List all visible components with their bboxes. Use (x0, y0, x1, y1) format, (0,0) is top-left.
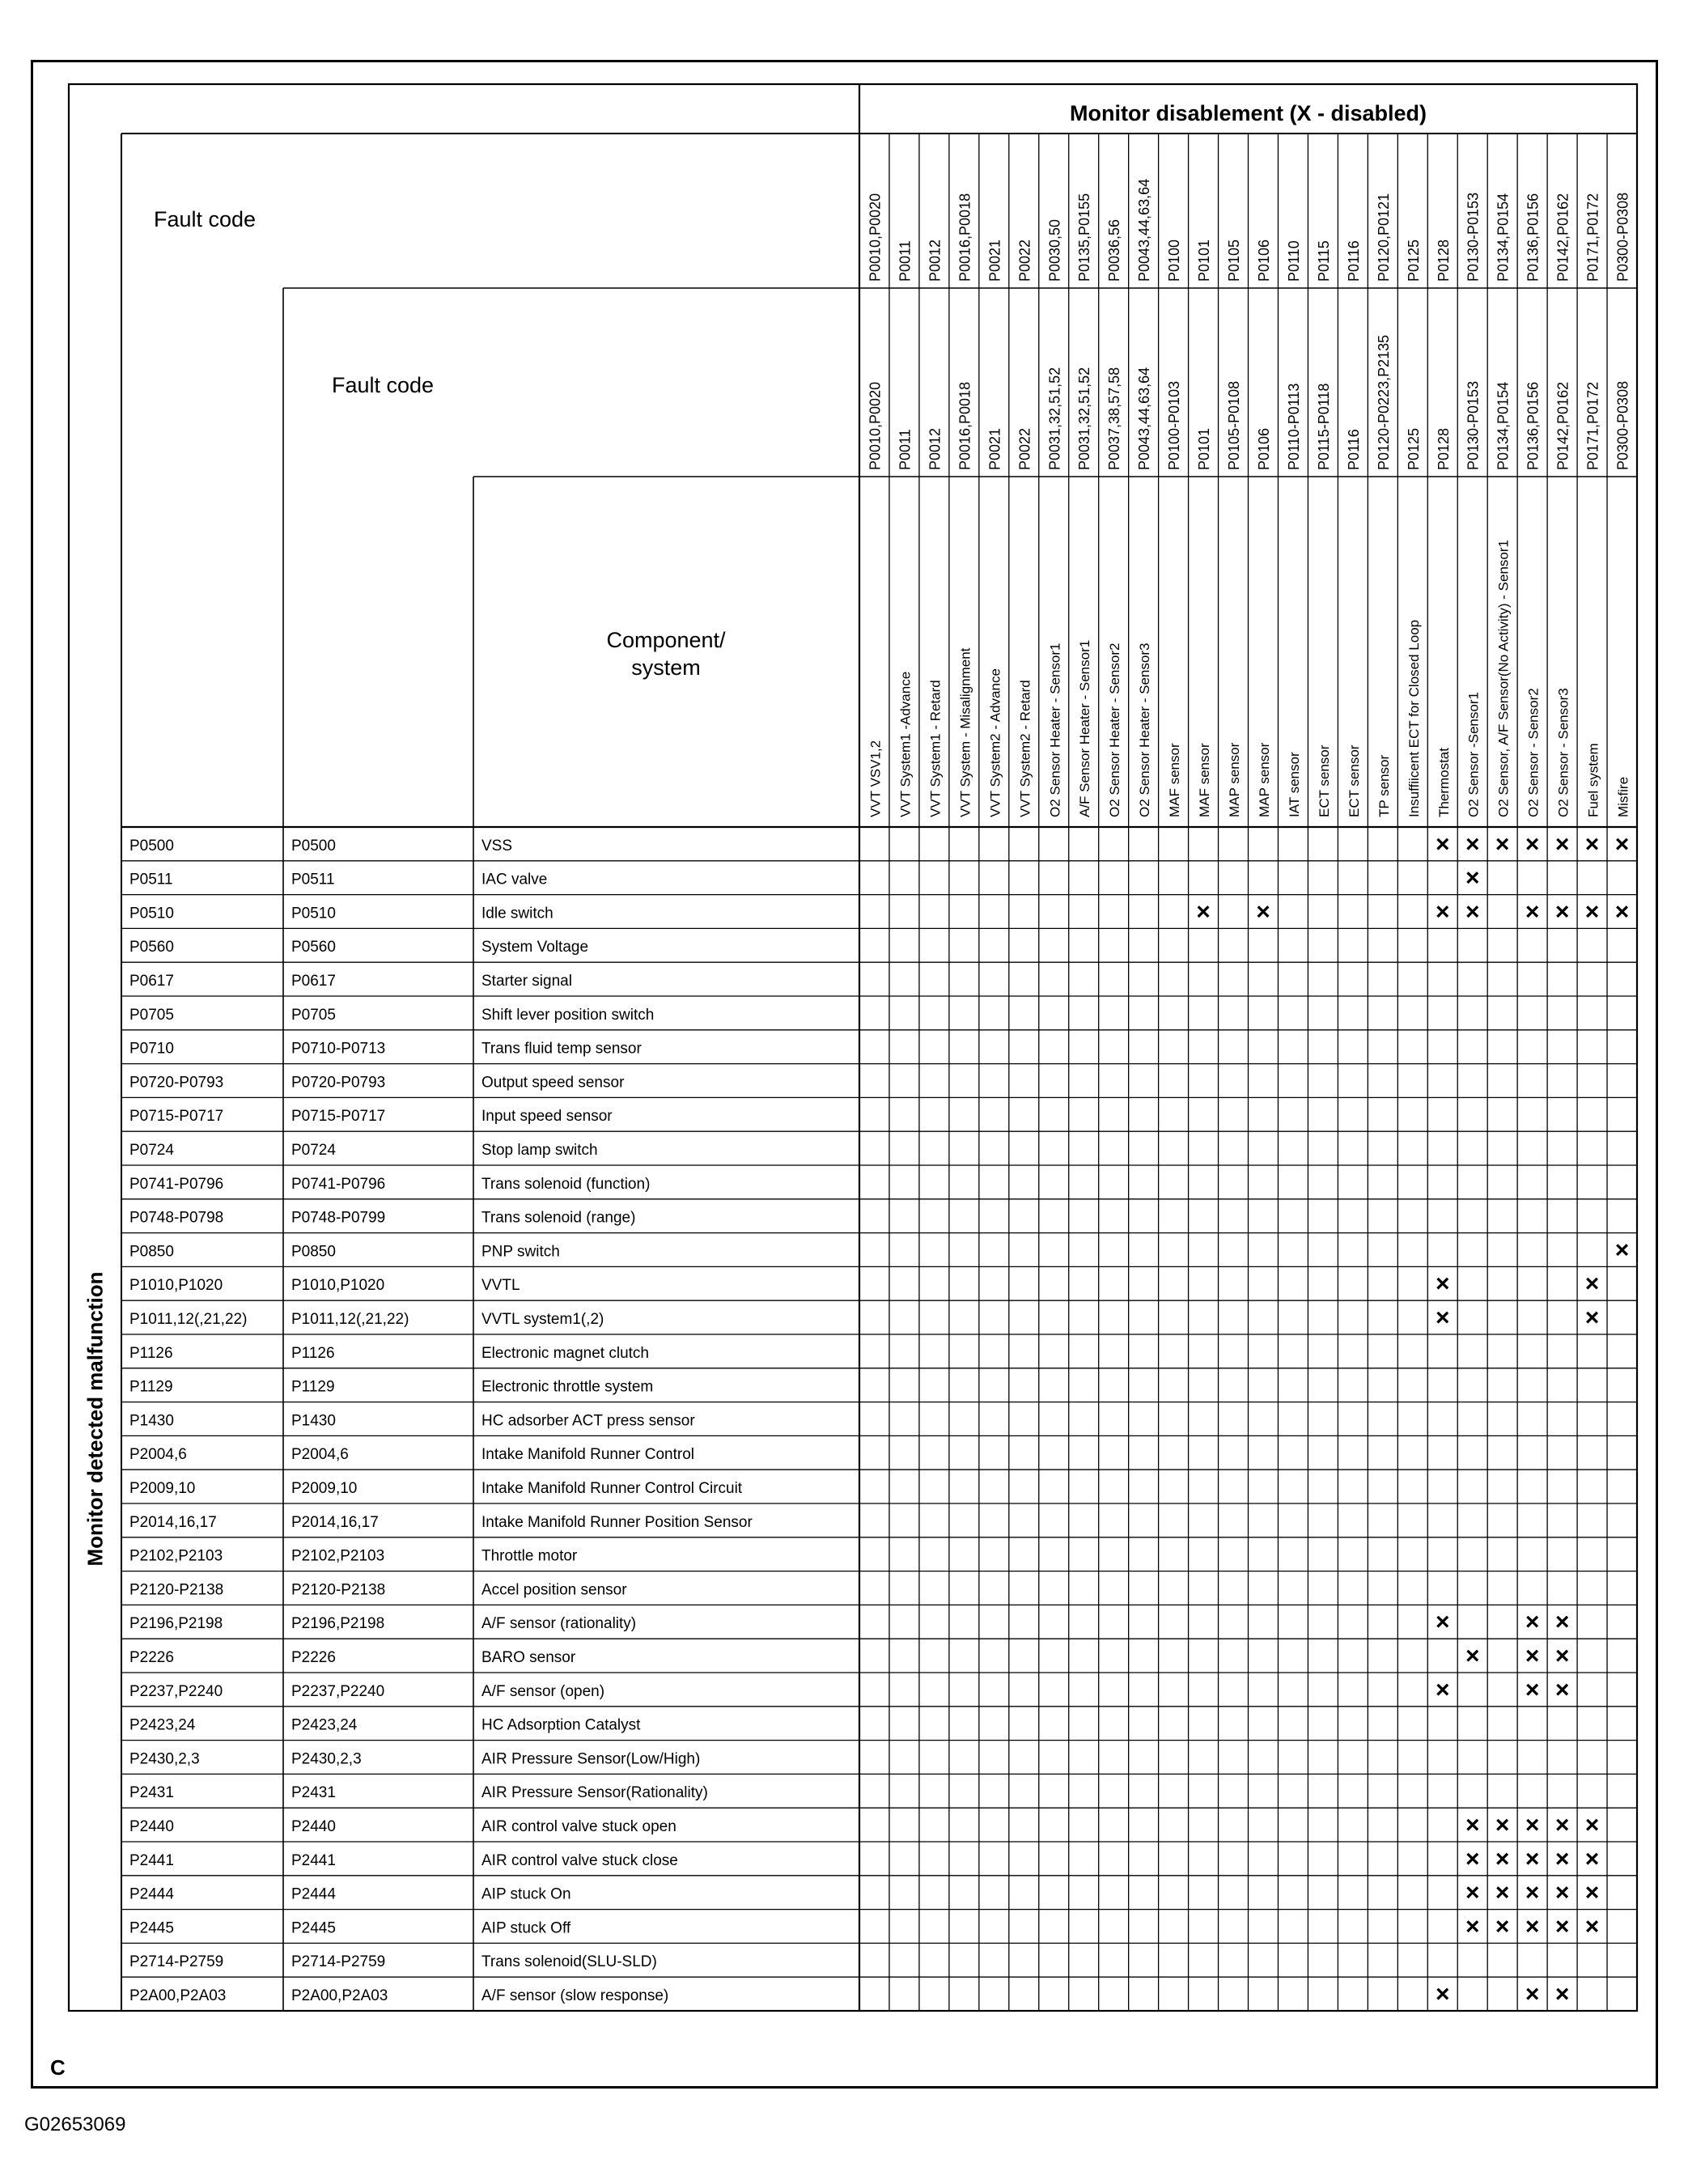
monitor-name-label: VVT System1 -Advance (897, 671, 914, 817)
row-fault-code-2: P1010,P1020 (291, 1277, 385, 1295)
row-component: Electronic magnet clutch (481, 1344, 649, 1362)
monitor-code2-label: P0136,P0156 (1525, 381, 1542, 470)
row-fault-code-1: P1010,P1020 (129, 1277, 223, 1295)
monitor-name-label: VVT VSV1,2 (867, 740, 884, 817)
row-fault-code-2: P0720-P0793 (291, 1074, 386, 1092)
monitor-code1-label: P0120,P0121 (1375, 193, 1392, 282)
row-fault-code-2: P2120-P2138 (291, 1581, 386, 1599)
row-component: Intake Manifold Runner Control (481, 1446, 694, 1464)
monitor-code1-label: P0300-P0308 (1614, 192, 1631, 282)
row-fault-code-2: P2196,P2198 (291, 1615, 385, 1633)
disabled-mark: × (1614, 1236, 1630, 1264)
monitor-code2-label: P0105-P0108 (1226, 380, 1243, 470)
monitor-name-label: IAT sensor (1286, 752, 1302, 817)
monitor-code2-label: P0300-P0308 (1614, 380, 1631, 470)
row-fault-code-1: P2445 (129, 1919, 174, 1937)
row-fault-code-1: P1129 (129, 1378, 173, 1396)
disabled-mark: × (1525, 898, 1540, 926)
row-component: Intake Manifold Runner Control Circuit (481, 1480, 743, 1497)
row-component: Trans solenoid (range) (481, 1209, 636, 1227)
row-fault-code-2: P1011,12(,21,22) (291, 1311, 409, 1328)
monitor-name-label: MAP sensor (1256, 742, 1272, 817)
row-component: Trans fluid temp sensor (481, 1040, 642, 1058)
monitor-code1-label: P0043,44,63,64 (1136, 178, 1153, 282)
disabled-mark: × (1465, 898, 1480, 926)
row-fault-code-2: P1129 (291, 1378, 335, 1396)
monitor-code2-label: P0101 (1196, 427, 1213, 470)
monitor-code1-label: P0116 (1345, 240, 1362, 282)
monitor-code1-label: P0105 (1226, 239, 1243, 282)
row-component: HC Adsorption Catalyst (481, 1716, 641, 1734)
monitor-code1-label: P0134,P0154 (1495, 193, 1512, 282)
disabled-mark: × (1525, 1981, 1540, 2008)
monitor-code1-label: P0136,P0156 (1525, 193, 1542, 282)
row-component: BARO sensor (481, 1649, 576, 1666)
monitor-name-label: O2 Sensor - Sensor2 (1525, 688, 1542, 817)
row-fault-code-1: P1011,12(,21,22) (129, 1311, 248, 1328)
disabled-mark: × (1435, 1304, 1450, 1331)
disabled-mark: × (1465, 864, 1480, 892)
disabled-mark: × (1525, 1845, 1540, 1872)
monitor-name-label: O2 Sensor Heater - Sensor3 (1137, 642, 1153, 817)
disabled-mark: × (1495, 1913, 1510, 1940)
row-fault-code-2: P2445 (291, 1919, 336, 1937)
disabled-mark: × (1465, 1812, 1480, 1838)
disabled-mark: × (1584, 1270, 1600, 1298)
row-fault-code-1: P2102,P2103 (129, 1547, 223, 1565)
disabled-mark: × (1584, 830, 1600, 858)
disabled-mark: × (1435, 898, 1450, 926)
monitor-name-label: VVT System - Misalignment (957, 647, 973, 817)
row-fault-code-1: P2004,6 (129, 1446, 187, 1464)
monitor-code1-label: P0130-P0153 (1465, 192, 1482, 282)
disabled-mark: × (1525, 1676, 1540, 1703)
row-fault-code-1: P0748-P0798 (129, 1209, 224, 1227)
disabled-mark: × (1435, 1270, 1450, 1298)
disabled-mark: × (1525, 1643, 1540, 1669)
row-fault-code-2: P1126 (291, 1344, 335, 1362)
disabled-mark: × (1584, 898, 1600, 926)
row-fault-code-2: P2004,6 (291, 1446, 349, 1464)
disabled-mark: × (1584, 1879, 1600, 1906)
row-fault-code-1: P2009,10 (129, 1480, 196, 1497)
disabled-mark: × (1584, 1304, 1600, 1331)
row-fault-code-1: P0710 (129, 1040, 174, 1058)
row-fault-code-1: P1126 (129, 1344, 173, 1362)
monitor-code2-label: P0100-P0103 (1166, 380, 1183, 470)
row-component: AIP stuck On (481, 1885, 571, 1903)
disabled-mark: × (1495, 1812, 1510, 1838)
monitor-name-label: ECT sensor (1346, 744, 1362, 817)
row-fault-code-1: P0715-P0717 (129, 1108, 224, 1126)
disabled-mark: × (1614, 830, 1630, 858)
monitor-code2-label: P0021 (986, 427, 1003, 470)
row-component: AIR control valve stuck close (481, 1851, 678, 1869)
row-component: Trans solenoid(SLU-SLD) (481, 1953, 657, 1971)
disabled-mark: × (1554, 1609, 1570, 1636)
monitor-code2-label: P0134,P0154 (1495, 381, 1512, 470)
monitor-code2-label: P0125 (1405, 427, 1422, 470)
monitor-code1-label: P0100 (1166, 239, 1183, 282)
row-fault-code-2: P2A00,P2A03 (291, 1987, 388, 2004)
fault-code-header-2: Fault code (332, 373, 435, 397)
row-component: PNP switch (481, 1243, 560, 1261)
monitor-code2-label: P0128 (1435, 427, 1452, 470)
row-fault-code-2: P0560 (291, 939, 336, 956)
disabled-mark: × (1495, 830, 1510, 858)
row-fault-code-1: P2431 (129, 1784, 174, 1802)
disabled-mark: × (1495, 1845, 1510, 1872)
row-fault-code-1: P2014,16,17 (129, 1513, 217, 1531)
disabled-mark: × (1554, 1879, 1570, 1906)
row-fault-code-2: P0510 (291, 905, 336, 922)
row-component: IAC valve (481, 871, 548, 888)
monitor-name-label: Fuel system (1585, 743, 1601, 817)
row-fault-code-2: P0511 (291, 871, 335, 888)
monitor-code2-label: P0031,32,51,52 (1076, 367, 1093, 470)
disabled-mark: × (1554, 1643, 1570, 1669)
row-fault-code-2: P2102,P2103 (291, 1547, 385, 1565)
monitor-code1-label: P0142,P0162 (1554, 193, 1571, 282)
disabled-mark: × (1554, 830, 1570, 858)
row-fault-code-1: P0850 (129, 1243, 174, 1261)
fault-code-header-1: Fault code (154, 207, 257, 231)
row-component: System Voltage (481, 939, 589, 956)
row-component: Intake Manifold Runner Position Sensor (481, 1513, 753, 1531)
monitor-code1-label: P0010,P0020 (867, 193, 884, 282)
row-component: AIR Pressure Sensor(Low/High) (481, 1750, 701, 1768)
row-component: Throttle motor (481, 1547, 578, 1565)
row-component: AIR Pressure Sensor(Rationality) (481, 1784, 708, 1802)
monitor-code2-label: P0120-P0223,P2135 (1375, 334, 1392, 470)
row-fault-code-1: P2120-P2138 (129, 1581, 224, 1599)
monitor-name-label: VVT System1 - Retard (927, 680, 944, 817)
row-fault-code-2: P2430,2,3 (291, 1750, 362, 1768)
monitor-code2-label: P0010,P0020 (867, 381, 884, 470)
monitor-code1-label: P0036,56 (1106, 218, 1123, 282)
component-header: Component/ (606, 628, 726, 652)
row-fault-code-1: P0741-P0796 (129, 1175, 224, 1193)
row-fault-code-1: P2430,2,3 (129, 1750, 200, 1768)
monitor-name-label: Misfire (1615, 776, 1631, 817)
disabled-mark: × (1554, 1913, 1570, 1940)
disabled-mark: × (1435, 1676, 1450, 1703)
component-header: system (631, 655, 701, 680)
disabled-mark: × (1525, 1879, 1540, 1906)
monitor-code2-label: P0037,38,57,58 (1106, 367, 1123, 470)
row-fault-code-1: P2714-P2759 (129, 1953, 224, 1971)
monitor-code2-label: P0130-P0153 (1465, 380, 1482, 470)
monitor-code2-label: P0115-P0118 (1315, 383, 1332, 470)
row-fault-code-2: P0705 (291, 1006, 336, 1024)
row-fault-code-2: P0500 (291, 837, 336, 855)
monitor-name-label: A/F Sensor Heater - Sensor1 (1077, 639, 1093, 817)
row-fault-code-2: P2440 (291, 1818, 336, 1835)
monitor-code1-label: P0012 (927, 239, 944, 282)
monitor-code1-label: P0106 (1255, 239, 1272, 282)
row-fault-code-1: P0720-P0793 (129, 1074, 224, 1092)
row-fault-code-1: P0724 (129, 1142, 174, 1159)
row-component: Output speed sensor (481, 1074, 625, 1092)
monitor-name-label: MAP sensor (1227, 742, 1243, 817)
row-fault-code-1: P2226 (129, 1649, 174, 1666)
row-fault-code-1: P0510 (129, 905, 174, 922)
monitor-code1-label: P0030,50 (1046, 218, 1063, 282)
row-fault-code-2: P2423,24 (291, 1716, 358, 1734)
row-component: Accel position sensor (481, 1581, 627, 1599)
corner-letter: C (50, 2055, 66, 2080)
disabled-mark: × (1465, 1643, 1480, 1669)
figure-id: G02653069 (24, 2114, 126, 2135)
disabled-mark: × (1196, 898, 1211, 926)
disabled-mark: × (1584, 1845, 1600, 1872)
monitor-code1-label: P0016,P0018 (956, 193, 973, 282)
monitor-name-label: VVT System2 - Retard (1017, 680, 1033, 817)
side-label: Monitor detected malfunction (83, 1271, 108, 1567)
disabled-mark: × (1554, 1812, 1570, 1838)
row-fault-code-2: P0715-P0717 (291, 1108, 386, 1126)
monitor-code2-label: P0171,P0172 (1584, 381, 1601, 470)
row-component: VVTL system1(,2) (481, 1311, 604, 1328)
disabled-mark: × (1584, 1812, 1600, 1838)
row-fault-code-2: P2226 (291, 1649, 336, 1666)
row-fault-code-1: P0560 (129, 939, 174, 956)
disabled-mark: × (1554, 1981, 1570, 2008)
monitor-name-label: O2 Sensor - Sensor3 (1555, 688, 1571, 817)
monitor-name-label: Thermostat (1436, 748, 1452, 817)
row-component: Trans solenoid (function) (481, 1175, 651, 1193)
monitor-code2-label: P0011 (897, 429, 914, 470)
monitor-code1-label: P0021 (986, 239, 1003, 282)
monitor-code1-label: P0125 (1405, 239, 1422, 282)
disabled-mark: × (1584, 1913, 1600, 1940)
monitor-code2-label: P0142,P0162 (1554, 381, 1571, 470)
disabled-mark: × (1465, 830, 1480, 858)
disabled-mark: × (1495, 1879, 1510, 1906)
table-title: Monitor disablement (X - disabled) (1069, 101, 1427, 125)
disabled-mark: × (1465, 1845, 1480, 1872)
row-fault-code-1: P2441 (129, 1851, 174, 1869)
monitor-code2-label: P0106 (1255, 427, 1272, 470)
disabled-mark: × (1435, 830, 1450, 858)
row-fault-code-2: P2014,16,17 (291, 1513, 379, 1531)
monitor-code2-label: P0116 (1345, 429, 1362, 470)
row-fault-code-1: P0500 (129, 837, 174, 855)
disabled-mark: × (1525, 830, 1540, 858)
row-component: Input speed sensor (481, 1108, 613, 1126)
monitor-name-label: ECT sensor (1316, 744, 1332, 817)
row-component: VSS (481, 837, 513, 855)
row-fault-code-1: P2237,P2240 (129, 1682, 223, 1700)
row-component: Starter signal (481, 973, 572, 990)
disabled-mark: × (1554, 898, 1570, 926)
row-component: Electronic throttle system (481, 1378, 654, 1396)
monitor-code2-label: P0016,P0018 (956, 381, 973, 470)
disabled-mark: × (1435, 1609, 1450, 1636)
row-component: VVTL (481, 1277, 520, 1295)
disabled-mark: × (1525, 1812, 1540, 1838)
monitor-code2-label: P0031,32,51,52 (1046, 367, 1063, 470)
row-fault-code-2: P0710-P0713 (291, 1040, 386, 1058)
monitor-name-label: VVT System2 - Advance (987, 668, 1003, 817)
row-component: Idle switch (481, 905, 553, 922)
row-component: AIR control valve stuck open (481, 1818, 676, 1835)
disabled-mark: × (1554, 1676, 1570, 1703)
monitor-code1-label: P0135,P0155 (1076, 193, 1093, 282)
row-fault-code-1: P2423,24 (129, 1716, 196, 1734)
row-component: A/F sensor (slow response) (481, 1987, 669, 2004)
monitor-name-label: MAF sensor (1197, 743, 1213, 817)
monitor-code2-label: P0043,44,63,64 (1136, 367, 1153, 470)
monitor-name-label: TP sensor (1376, 754, 1392, 817)
row-fault-code-2: P2237,P2240 (291, 1682, 385, 1700)
monitor-name-label: O2 Sensor Heater - Sensor2 (1107, 642, 1123, 817)
monitor-code1-label: P0011 (897, 240, 914, 282)
disabled-mark: × (1554, 1845, 1570, 1872)
monitor-code1-label: P0128 (1435, 239, 1452, 282)
row-fault-code-1: P2196,P2198 (129, 1615, 223, 1633)
monitor-code1-label: P0110 (1285, 240, 1302, 282)
row-fault-code-2: P2441 (291, 1851, 336, 1869)
row-component: A/F sensor (rationality) (481, 1615, 637, 1633)
monitor-name-label: O2 Sensor -Sensor1 (1465, 692, 1482, 817)
monitor-name-label: O2 Sensor, A/F Sensor(No Activity) - Sensor1 (1495, 540, 1512, 817)
row-component: Stop lamp switch (481, 1142, 598, 1159)
disabled-mark: × (1256, 898, 1270, 926)
row-component: HC adsorber ACT press sensor (481, 1412, 695, 1430)
row-fault-code-1: P0705 (129, 1006, 174, 1024)
row-fault-code-2: P2444 (291, 1885, 336, 1903)
row-fault-code-2: P0850 (291, 1243, 336, 1261)
monitor-code1-label: P0115 (1315, 240, 1332, 282)
monitor-code2-label: P0110-P0113 (1285, 383, 1302, 470)
disabled-mark: × (1525, 1913, 1540, 1940)
row-fault-code-1: P1430 (129, 1412, 174, 1430)
row-fault-code-2: P1430 (291, 1412, 336, 1430)
row-fault-code-2: P2009,10 (291, 1480, 358, 1497)
row-component: AIP stuck Off (481, 1919, 571, 1937)
row-fault-code-1: P0617 (129, 973, 174, 990)
row-component: Shift lever position switch (481, 1006, 655, 1024)
row-fault-code-1: P2A00,P2A03 (129, 1987, 227, 2004)
row-fault-code-1: P0511 (129, 871, 173, 888)
monitor-code1-label: P0101 (1196, 239, 1213, 282)
disabled-mark: × (1614, 898, 1630, 926)
monitor-code1-label: P0022 (1016, 239, 1033, 282)
monitor-name-label: MAF sensor (1167, 743, 1183, 817)
row-fault-code-2: P0748-P0799 (291, 1209, 386, 1227)
row-component: A/F sensor (open) (481, 1682, 605, 1700)
row-fault-code-2: P2431 (291, 1784, 336, 1802)
monitor-name-label: O2 Sensor Heater - Sensor1 (1047, 642, 1063, 817)
disabled-mark: × (1525, 1609, 1540, 1636)
monitor-code2-label: P0012 (927, 427, 944, 470)
disabled-mark: × (1435, 1981, 1450, 2008)
row-fault-code-1: P2444 (129, 1885, 174, 1903)
row-fault-code-2: P0741-P0796 (291, 1175, 386, 1193)
monitor-code1-label: P0171,P0172 (1584, 193, 1601, 282)
row-fault-code-2: P0724 (291, 1142, 336, 1159)
monitor-name-label: Insuffiicent ECT for Closed Loop (1406, 619, 1422, 817)
row-fault-code-2: P2714-P2759 (291, 1953, 386, 1971)
disabled-mark: × (1465, 1879, 1480, 1906)
row-fault-code-2: P0617 (291, 973, 336, 990)
row-fault-code-1: P2440 (129, 1818, 174, 1835)
disabled-mark: × (1465, 1913, 1480, 1940)
monitor-code2-label: P0022 (1016, 427, 1033, 470)
